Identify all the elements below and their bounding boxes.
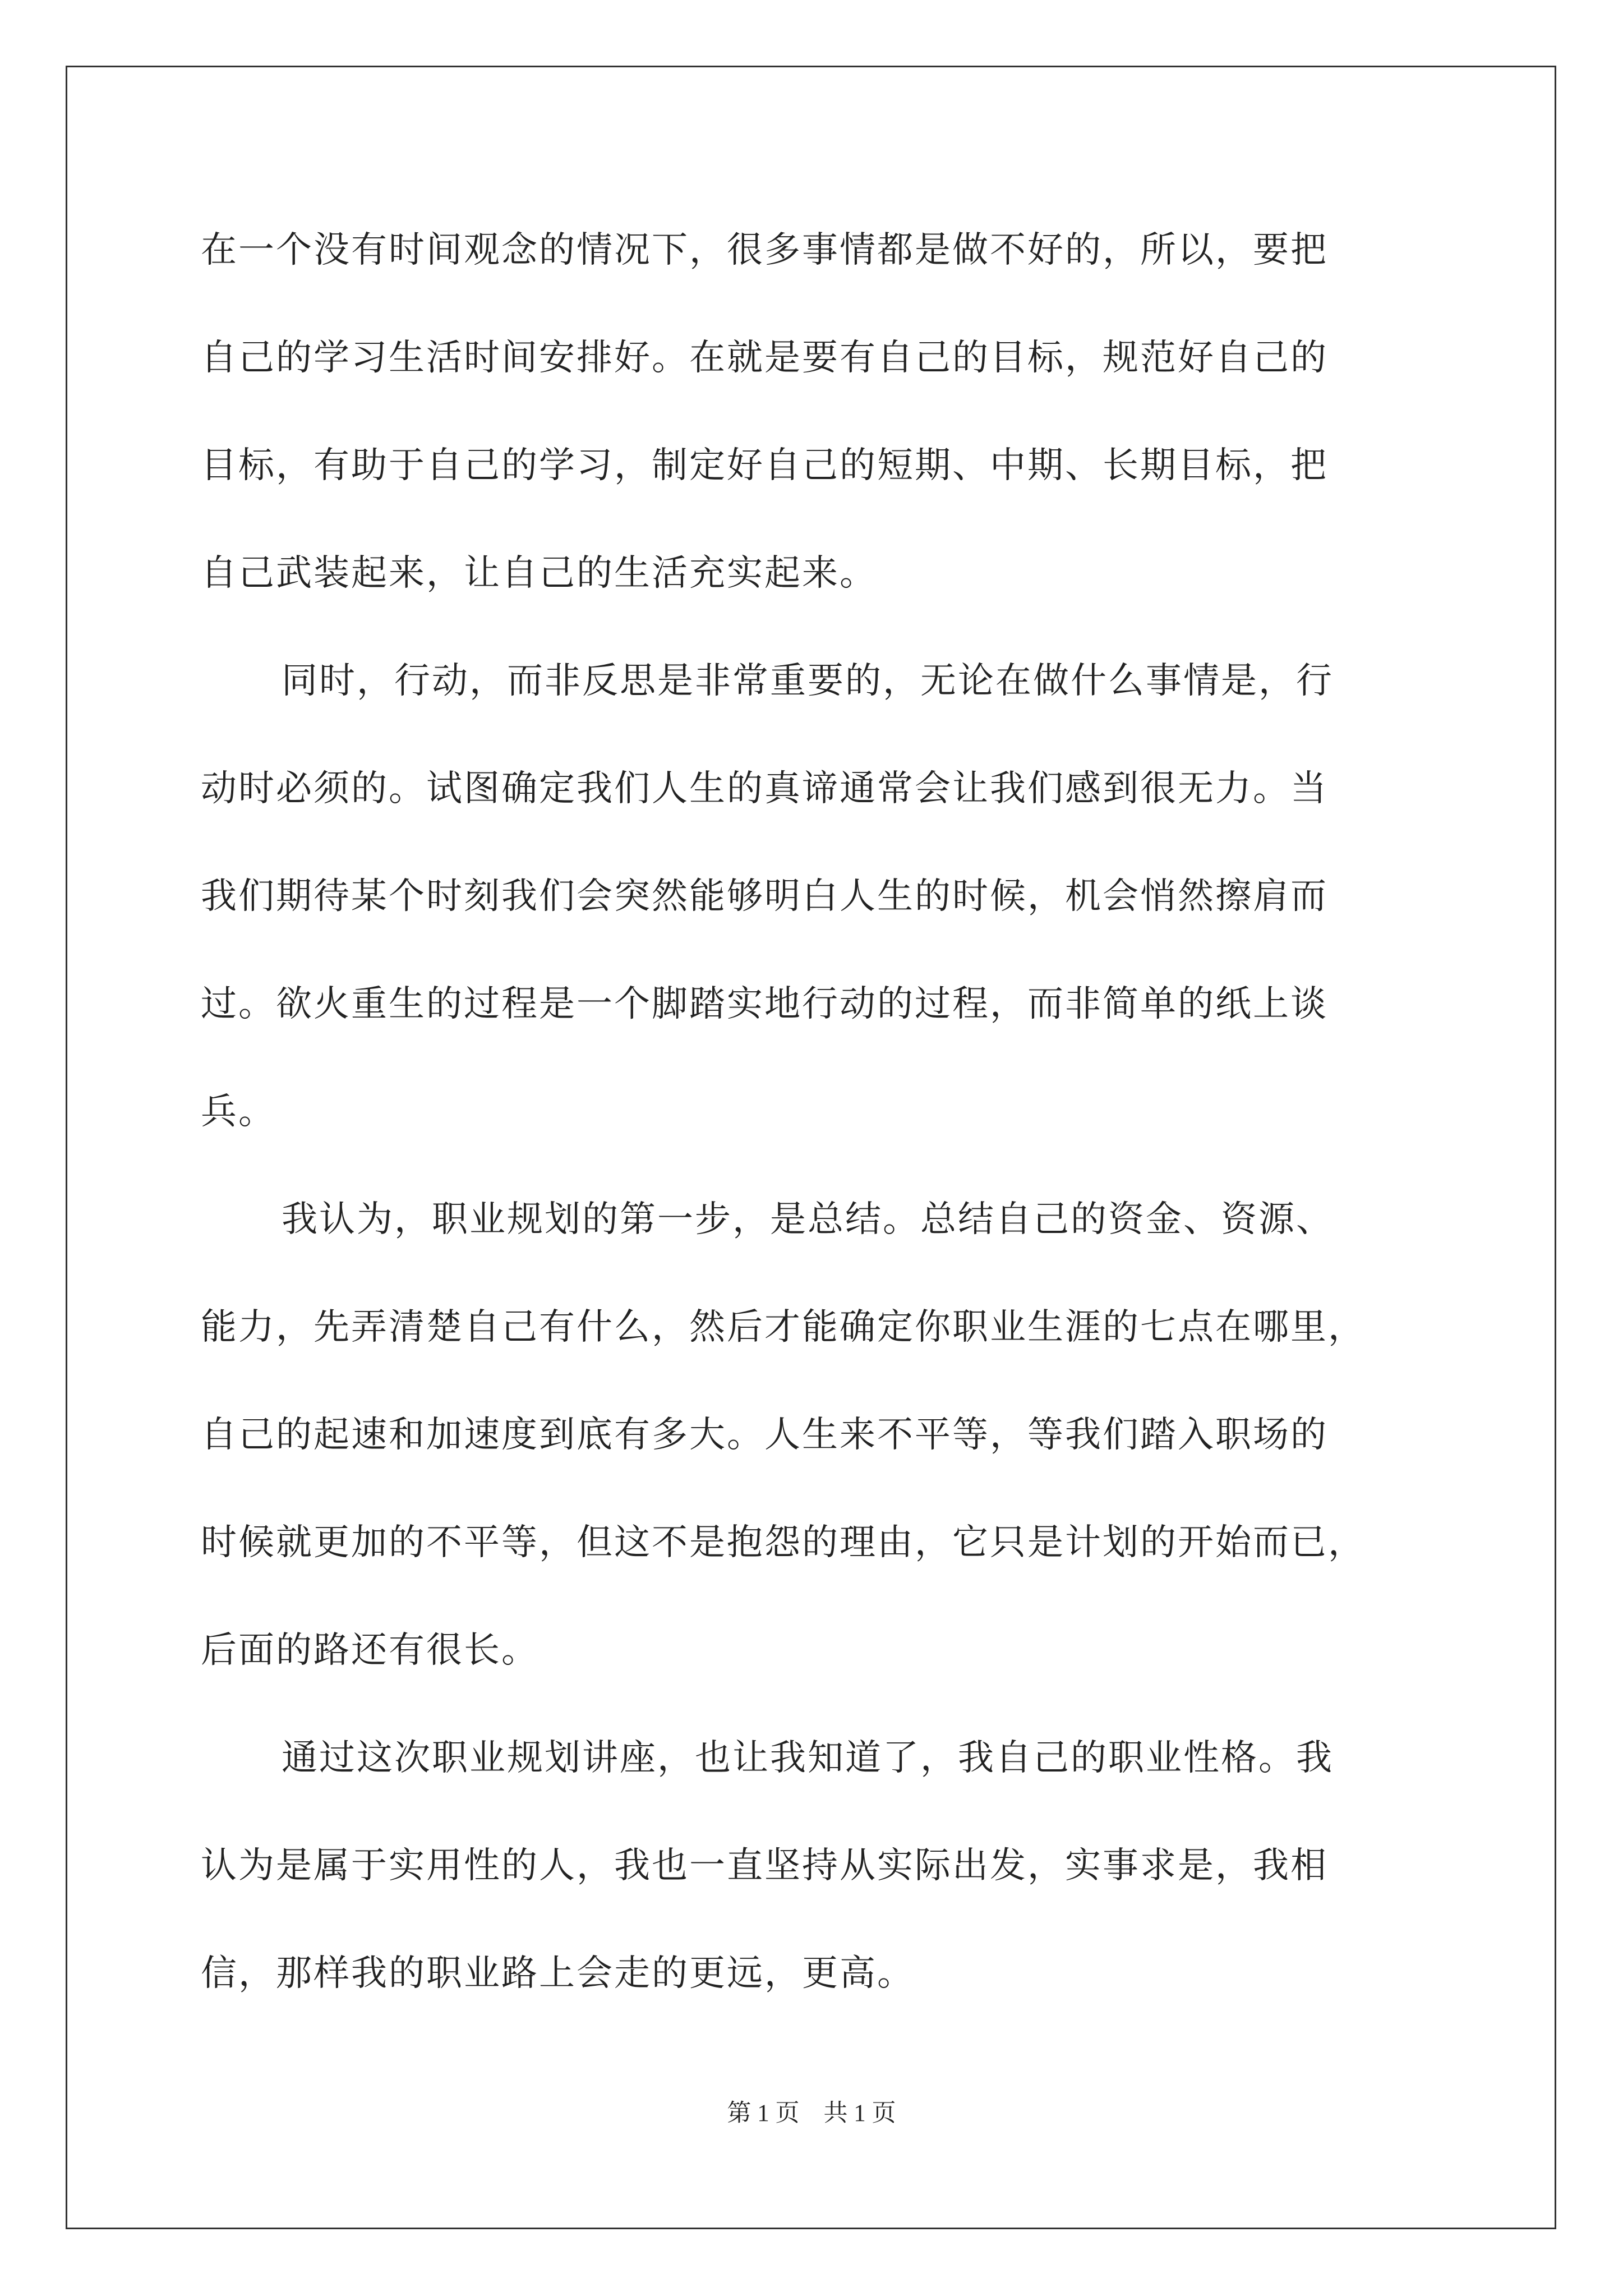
text-line: 动时必须的。试图确定我们人生的真谛通常会让我们感到很无力。当: [201, 768, 1328, 809]
text-line: 在一个没有时间观念的情况下，很多事情都是做不好的，所以，要把: [201, 229, 1328, 271]
text-line: 认为是属于实用性的人，我也一直坚持从实际出发，实事求是，我相: [201, 1845, 1328, 1887]
text-line: 兵。: [201, 1091, 276, 1133]
paragraph-2: [201, 654, 1429, 1193]
page-footer: 第 1 页 共 1 页: [727, 2100, 896, 2127]
paragraph-1: [201, 223, 1429, 654]
paragraph-3: [201, 1193, 1429, 1731]
text-line: 通过这次职业规划讲座，也让我知道了，我自己的职业性格。我: [282, 1737, 1334, 1779]
text-line: 我们期待某个时刻我们会突然能够明白人生的时候，机会悄然擦肩而: [201, 876, 1328, 917]
text-line: 自己武装起来，让自己的生活充实起来。: [201, 553, 877, 594]
document-body: [201, 223, 1429, 2054]
paragraph-4: [201, 1731, 1429, 2054]
text-line: 时候就更加的不平等，但这不是抱怨的理由，它只是计划的开始而已，: [201, 1522, 1366, 1563]
text-line: 目标，有助于自己的学习，制定好自己的短期、中期、长期目标，把: [201, 445, 1328, 486]
text-line: 自己的起速和加速度到底有多大。人生来不平等，等我们踏入职场的: [201, 1414, 1328, 1456]
text-line: 信，那样我的职业路上会走的更远，更高。: [201, 1953, 915, 1994]
text-line: 后面的路还有很长。: [201, 1630, 539, 1671]
text-line: 能力，先弄清楚自己有什么，然后才能确定你职业生涯的七点在哪里，: [201, 1306, 1366, 1348]
text-line: 我认为，职业规划的第一步，是总结。总结自己的资金、资源、: [282, 1199, 1334, 1240]
text-line: 过。欲火重生的过程是一个脚踏实地行动的过程，而非简单的纸上谈: [201, 983, 1328, 1025]
text-line: 同时，行动，而非反思是非常重要的，无论在做什么事情是，行: [282, 660, 1334, 702]
text-line: 自己的学习生活时间安排好。在就是要有自己的目标，规范好自己的: [201, 337, 1328, 379]
